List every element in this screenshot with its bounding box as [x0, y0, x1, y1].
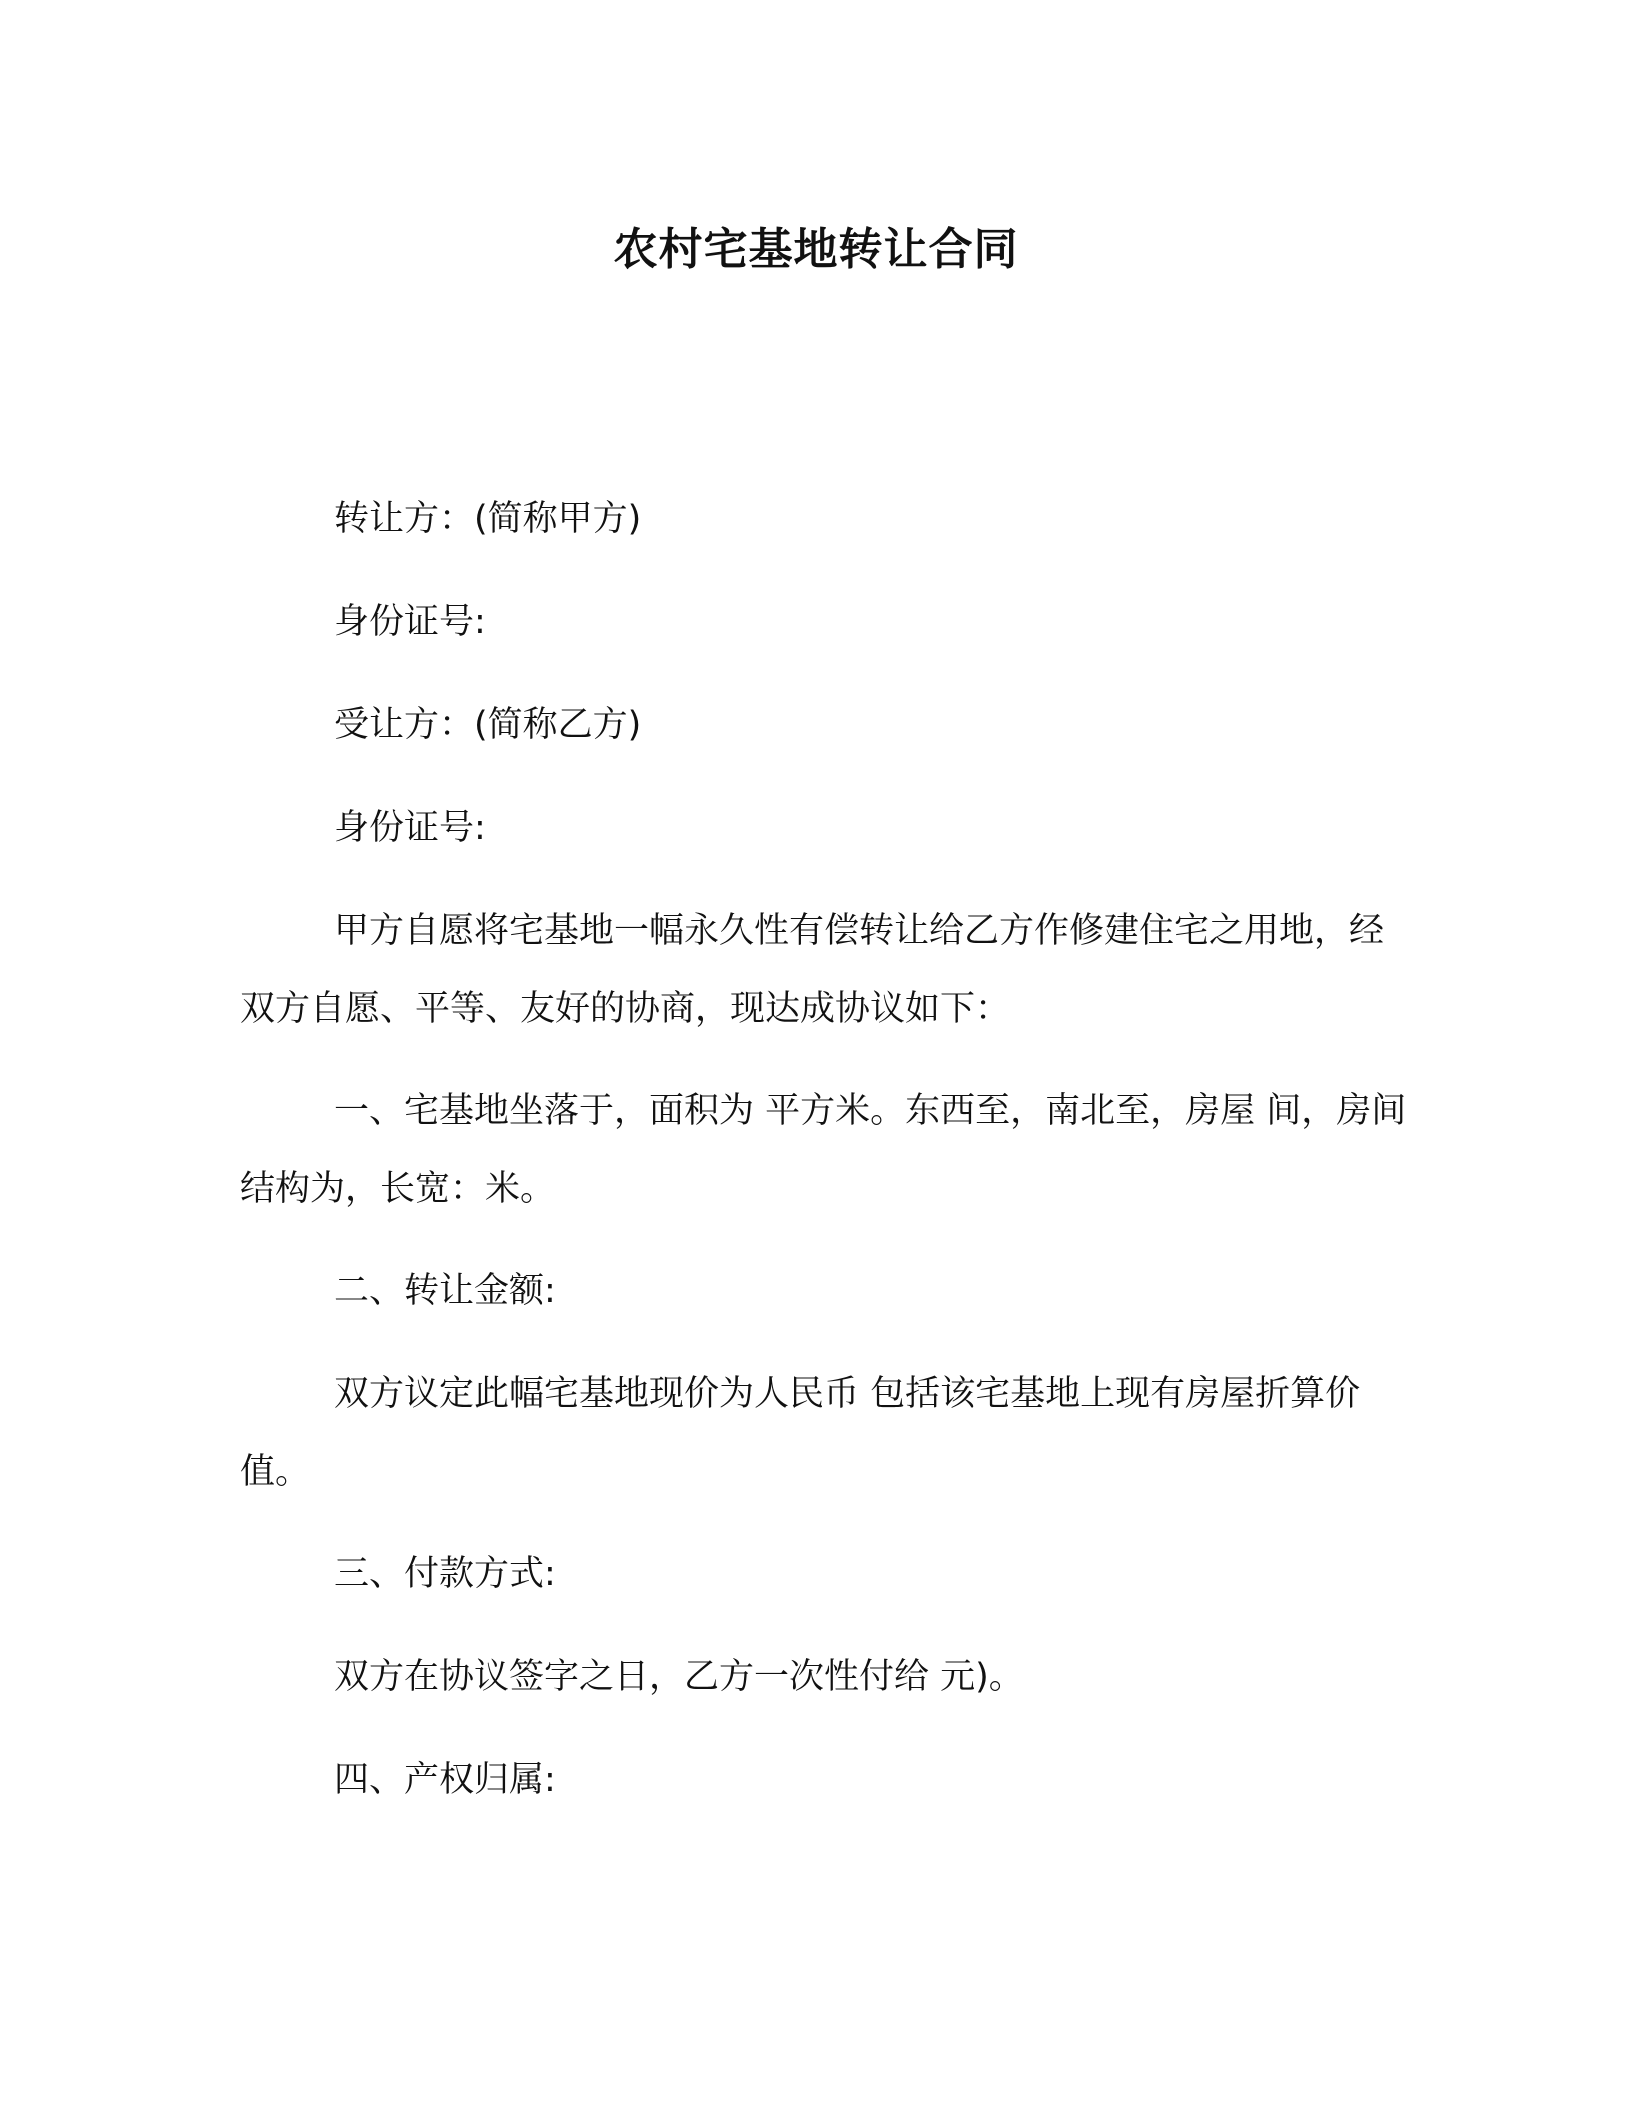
clause-2-paragraph: 双方议定此幅宅基地现价为人民币 包括该宅基地上现有房屋折算价值。: [240, 1374, 1361, 1492]
transferee-line: 受让方：(简称乙方): [334, 705, 642, 745]
clause-2-heading: 二、转让金额:: [334, 1271, 556, 1311]
intro-paragraph: 甲方自愿将宅基地一幅永久性有偿转让给乙方作修建住宅之用地，经双方自愿、平等、友好的协商，现达成协议如下：: [240, 911, 1385, 1029]
transferee-id-line: 身份证号:: [334, 808, 486, 848]
clause-4-heading: 四、产权归属:: [334, 1760, 556, 1800]
document-title: 农村宅基地转让合同: [613, 224, 1019, 275]
clause-1-paragraph: 一、宅基地坐落于，面积为 平方米。东西至，南北至，房屋 间，房间结构为，长宽：米。: [240, 1091, 1407, 1209]
transferor-id-line: 身份证号:: [334, 602, 486, 642]
clause-3-heading: 三、付款方式:: [334, 1554, 556, 1594]
transferor-line: 转让方：(简称甲方): [334, 499, 642, 539]
clause-3-paragraph: 双方在协议签字之日，乙方一次性付给 元)。: [334, 1657, 1024, 1697]
